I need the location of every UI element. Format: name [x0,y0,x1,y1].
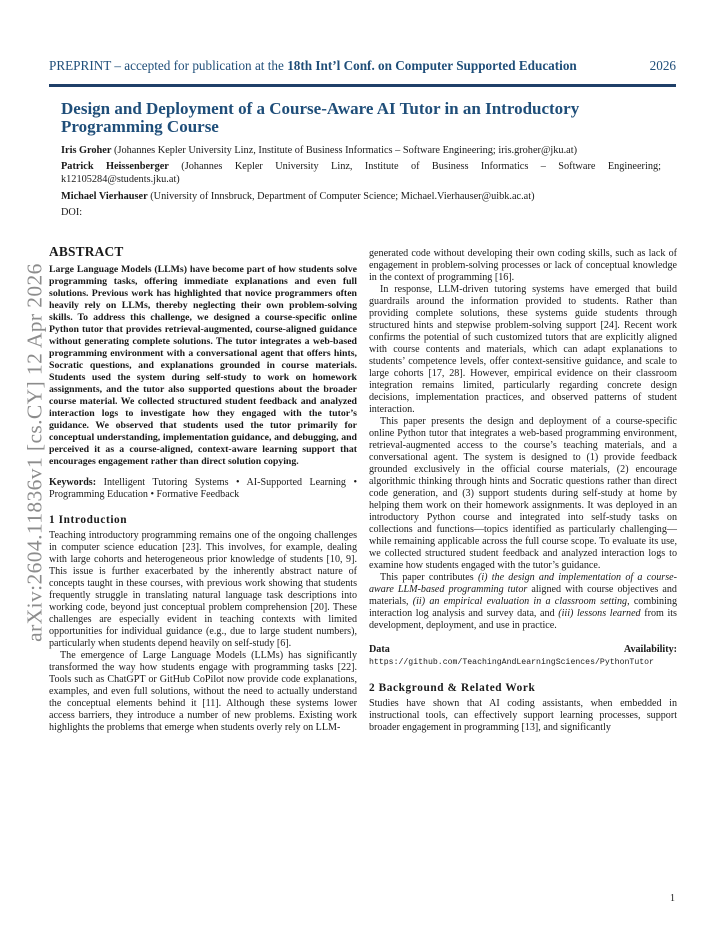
availability-label: Data Availability: [369,644,677,655]
banner-venue: 18th Int’l Conf. on Computer Supported Education [287,58,577,73]
contribution-1: (i) the design and implementation of a course-aware LLM-based programming tutor [369,572,677,595]
abstract-heading: ABSTRACT [49,244,124,259]
contrib-text: , combining interaction log analysis and survey data, and [369,596,677,619]
author-name: Michael Vierhauser [61,190,148,202]
abstract-text: Large Language Models (LLMs) have become part of how students solve programming tasks, offering immediate explanations and even full solutions. Previous work has highlighted that novice programmers often heavily rely on LLMs, thereby neglecting their own problem-solving skills. To address this challenge, we designed a course-specific online Python tutor that provides retrieval-augmented, course-aligned guidance without generating complete solutions. The tutor integrates a web-based programming environment with a conversational agent that offers hints, Socratic questions, and explanations grounded in course materials. Students used the system during self-study to work on homework assignments, and the tutor also supported questions about the broader course material. We collected structured student feedback and analyzed interaction logs to investigate how they engaged with the tutor’s guidance. We observed that students used the tutor primarily for conceptual understanding, implementation guidance, and debugging, and perceived it as a course-aligned, context-aware learning support that encourages engagement rather than direct solution copying. [49,264,357,467]
author-entry [61,190,661,203]
author-entry [61,144,661,157]
contrib-tail: from its development, deployment, and use in practice. [369,608,677,631]
body-paragraph: generated code without developing their own coding skills, such as lack of engagement in problem-solving processes or lack of conceptual knowledge in the context of programming [16]. [369,248,677,283]
body-paragraph: In response, LLM-driven tutoring systems have emerged that build guardrails around the information provided to students. Rather than providing complete solutions, these systems guide students through structured hints and stepwise problem-solving support [24]. Recent work confirms the potential of such customized tutors that are explicitly aligned with course contents and materials, which can adapt explanations to students’ competence levels, offer context-sensitive guidance, and scale to large cohorts [17, 28]. However, empirical evidence on their classroom integration remains limited, particularly regarding concrete design decisions, implementation practices, and observed patterns of student interaction. [369,284,677,415]
arxiv-stamp [20,260,50,650]
page-number: 1 [670,893,675,904]
author-name: Patrick Heissenberger [61,161,169,173]
left-column [49,244,357,734]
keywords-label: Keywords: [49,477,97,488]
repository-link[interactable]: https://github.com/TeachingAndLearningSciences/PythonTutor [369,658,654,667]
body-paragraph: Studies have shown that AI coding assistants, when embedded in instructional tools, can effectively support learning processes, support broader engagement in programming [13], and significantly [369,698,677,733]
data-availability [369,644,677,669]
contrib-lead: This paper contributes [380,572,478,583]
header-rule [49,84,676,87]
banner-text [49,58,577,74]
doi-line: DOI: [61,206,83,218]
banner-prefix: PREPRINT – accepted for publication at the [49,58,288,73]
author-affiliation: (Johannes Kepler University Linz, Institute of Business Informatics – Software Engineering; iris.groher@jku.at) [111,145,578,156]
keywords-text: Intelligent Tutoring Systems • AI-Supported Learning • Programming Education • Formative Feedback [49,477,357,500]
contrib-text: aligned with course objectives and materials, [369,584,677,607]
arxiv-id: arXiv:2604.11836v1 [cs.CY] 12 Apr 2026 [22,263,47,642]
section-2-heading: 2 Background & Related Work [369,682,536,694]
contribution-3: (iii) lessons learned [558,608,641,619]
author-affiliation: (University of Innsbruck, Department of Computer Science; Michael.Vierhauser@uibk.ac.at) [147,190,535,202]
author-name: Iris Groher [61,145,112,156]
contribution-2: (ii) an empirical evaluation in a classroom setting [412,596,628,607]
right-column [369,248,677,734]
author-entry [61,160,661,186]
paper-title: Design and Deployment of a Course-Aware AI Tutor in an Introductory Programming Course [61,99,580,136]
intro-paragraph: The emergence of Large Language Models (LLMs) has significantly transformed the way how students engage with programming tasks [22]. Tools such as ChatGPT or GitHub CoPilot now provide code explanations, examples, and even full solutions, without the need to actually understand the conceptual elements behind it [11]. Although these systems lower access barriers, they introduce a number of new problems. Existing work highlights the problems that emerge when students overly rely on LLM- [49,650,357,733]
section-1-heading: 1 Introduction [49,514,128,526]
intro-paragraph: Teaching introductory programming remains one of the ongoing challenges in computer science education [23]. This involves, for example, dealing with large cohorts and heterogeneous prior knowledge of students [10, 9]. This issue is further exacerbated by the inherently abstract nature of concepts taught in these courses, with previous work showing that students frequently struggle in translating natural language task descriptions into working code, beyond just conceptual problem comprehension [20]. These challenges are especially evident in teaching contexts with limited opportunities for individual guidance (e.g., due to large student numbers), particularly when students depend heavily on self-study [6]. [49,530,357,649]
keywords [49,477,357,501]
contributions-paragraph [369,572,677,632]
author-affiliation: (Johannes Kepler University Linz, Institute of Business Informatics – Software Engineering; k12105284@students.jku.at) [61,161,661,186]
author-block [61,144,661,222]
body-paragraph: This paper presents the design and deployment of a course-specific online Python tutor that integrates a web-based programming environment, retrieval-augmented access to the course’s teaching materials, and a conversational agent. The system is designed to (1) provide feedback grounded exclusively in the official course materials, (2) encourage algorithmic thinking through hints and Socratic questions rather than direct code generation, and (3) support students during self-study at home by helping them work on their homework assignments. It was deployed in an introductory Python course and integrated into self-study tasks on collections and functions—topics identified as particularly challenging—while remaining applicable across the full course scope. To evaluate its use, we collected structured student feedback and analyzed interaction logs to examine how students engaged with the tutor’s guidance. [369,416,677,571]
preprint-banner [49,56,676,76]
banner-year: 2026 [649,58,676,73]
